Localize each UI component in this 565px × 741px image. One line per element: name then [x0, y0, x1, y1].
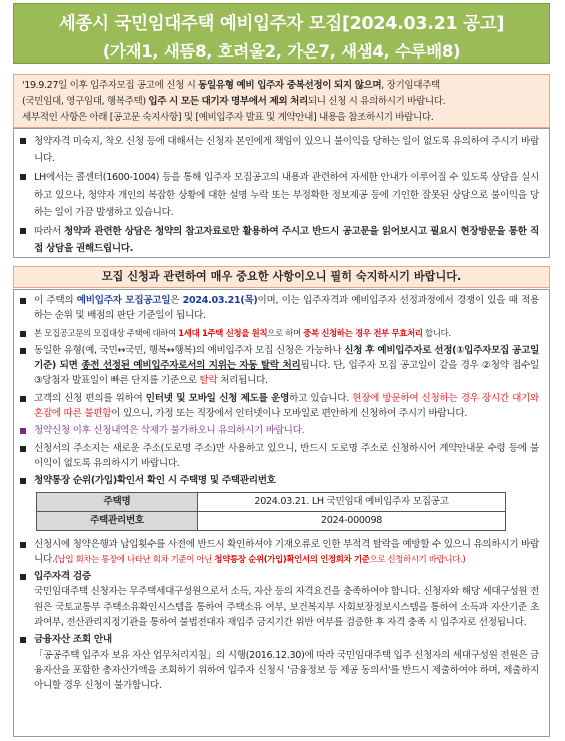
item-emphasis: 예비입주자 모집공고일 — [76, 295, 171, 306]
list-item — [20, 423, 539, 438]
bullet-icon — [20, 391, 26, 407]
item-emphasis: 신청 후 예비입주자로 선정(①입주자모집 공고일 기준) 되면 — [34, 344, 540, 372]
item-emphasis: 중복 신청하는 경우 전부 무효처리 — [303, 327, 423, 338]
list-item — [20, 473, 539, 488]
bullet-icon — [20, 169, 26, 186]
page-subtitle: (가재1, 새뜸8, 호려울2, 가온7, 새샘4, 수루배8) — [102, 42, 461, 61]
list-item — [20, 293, 539, 324]
item-text: 국민임대주택 신청자는 무주택세대구성원으로서 소득, 자산 등의 자격요건을 충족하여야 합니다. 신청자와 해당 세대구성원 전원은 국토교통부 주택소유확인시스템을 통하여 주택소유 여부, 보건복지부 사회보장정보시스템을 통하여 소득과 자산기준 초과여부, 전산관리지정기관을 통하여 불법전대자 재입주 금지기간 위반 여부를 검증한 후 자격 충족 시 입주자로 선정됩니다. — [34, 586, 539, 629]
item-emphasis: 탈락 — [199, 375, 218, 387]
table-key: 주택관리번호 — [37, 511, 198, 530]
item-text: 청약신청 이후 신청내역은 삭제가 불가하오니 유의하시기 바랍니다. — [34, 425, 305, 437]
housing-info-table — [36, 492, 506, 531]
item-emphasis: 종전 선정된 예비입주자로서의 지위는 자동 탈락 처리 — [81, 360, 301, 372]
item-text: 은 — [170, 295, 183, 306]
bullet-icon — [20, 632, 26, 648]
bullet-icon — [20, 537, 26, 553]
table-value: 2024-000098 — [198, 511, 506, 530]
item-text: 신청서의 주소지는 새로운 주소(도로명 주소)만 사용하고 있으니, 반드시 도로명 주소로 신청하시어 계약안내문 수령 등에 불이익이 없도록 유의하시기 바랍니다. — [34, 442, 539, 469]
item-text: 이며, 이는 입주자격과 예비입주자 선정과정에서 경쟁이 있을 때 적용하는 순위 및 배점의 판단 기준일이 됩니다. — [34, 295, 540, 322]
notice-text: (국민임대, 영구임대, 행복주택) — [22, 96, 149, 107]
title-banner — [13, 3, 550, 64]
item-text: 신청시에 청약은행과 납입횟수를 사전에 반드시 확인하셔야 기재오류로 인한 부적격 탈락을 예방할 수 있으니 유의하시기 바랍니다. — [34, 538, 539, 565]
list-item — [20, 169, 539, 221]
item-heading: 입주자격 검증 — [34, 571, 91, 583]
notice-text: '19.9.27일 이후 입주자모집 공고에 신청 시 — [22, 80, 199, 91]
item-text: 청약자격 미숙지, 착오 신청 등에 대해서는 신청자 본인에게 책임이 있으니 불이익을 당하는 일이 없도록 유의하여 주시기 바랍니다. — [34, 136, 539, 165]
list-item — [20, 133, 539, 167]
notice-emphasis: 동일유형 예비 입주자 중복선정이 되지 않으며 — [198, 80, 382, 91]
item-text: 처리됩니다. — [217, 375, 268, 387]
item-heading: 금융자산 조회 안내 — [34, 634, 112, 646]
list-item — [20, 343, 539, 389]
consultation-warning-box — [13, 128, 550, 258]
list-item — [20, 326, 539, 341]
table-row — [37, 492, 506, 511]
item-emphasis: 으로 신청하시기 바랍니다.) — [369, 553, 466, 564]
list-item — [20, 632, 539, 693]
item-text: 이 있으니, 가정 또는 직장에서 인터넷이나 모바일로 편안하게 신청하여 주시기 바랍니다. — [111, 408, 468, 420]
item-emphasis: 청약통장 순위(가입)확인서의 인정회차 기준 — [214, 553, 370, 564]
important-notes-box — [13, 289, 550, 737]
item-text: 「공공주택 입주자 보유 자산 업무처리지침」의 시행(2016.12.30)에 따라 국민임대주택 입주 신청자의 세대구성원 전원은 금융자산을 포함한 총자산가액을 조회하기 위하여 입주자 신청시 '금융정보 등 제공 동의서'를 반드시 제출하여야 하며, 제출하지 아니할 경우 신청이 불가합니다. — [34, 649, 539, 692]
item-text: 동일한 유형(예, 국민↔국민, 행복↔행복)의 예비입주자 모집 신청은 가능하나 — [34, 344, 345, 356]
bullet-icon — [20, 326, 26, 342]
bullet-icon — [20, 569, 26, 585]
bullet-icon — [20, 473, 26, 489]
bullet-icon — [20, 423, 26, 439]
bullet-icon — [20, 223, 26, 240]
bullet-icon — [20, 441, 26, 457]
item-text: LH에서는 콜센터(1600-1004) 등을 통해 입주자 모집공고의 내용과 관련하여 자세한 안내가 이루어질 수 있도록 상담을 실시하고 있으나, 청약자 개인의 복잡한 상황에 대한 설명 누락 또는 부정확한 정보제공 등에 기인한 잘못된 상담으로 불이익을 당하는 일이 가끔 발생하고 있습니다. — [34, 172, 539, 218]
section-header: 모집 신청과 관련하여 매우 중요한 사항이오니 필히 숙지하시기 바랍니다. — [13, 266, 550, 288]
bullet-icon — [20, 343, 26, 359]
list-item — [20, 569, 539, 630]
item-text: 이 주택의 — [34, 295, 77, 306]
notice-emphasis: 입주 시 모든 대기자 명부에서 제외 처리 — [148, 96, 308, 107]
item-text: 따라서 — [34, 226, 65, 238]
item-emphasis: 1세대 1주택 신청을 원칙 — [178, 327, 268, 338]
table-key: 주택명 — [37, 492, 198, 511]
list-item — [20, 391, 539, 422]
item-heading: 청약통장 순위(가입)확인서 확인 시 주택명 및 주택관리번호 — [34, 475, 276, 487]
table-value: 2024.03.21. LH 국민임대 예비입주자 모집공고 — [198, 492, 506, 511]
item-text: 됩니다. 단, 입주자 모집 공고일이 같을 경우 ②청약 접수일 ③당첨자 발표일이 빠른 단지를 기준으로 — [34, 360, 539, 387]
list-item — [20, 223, 539, 257]
duplicate-notice-box — [13, 74, 550, 128]
item-emphasis: 청약과 관련한 상담은 청약의 참고자료로만 활용하여 주시고 반드시 공고문을 읽어보시고 필요시 현장방문을 통한 직접 상담을 권해드립니다. — [34, 226, 540, 255]
notice-text: 되니 신청 시 유의하시기 바랍니다. — [307, 96, 446, 107]
table-row — [37, 511, 506, 530]
list-item — [20, 537, 539, 568]
item-emphasis: (납입 회차는 통장에 나타난 회차 기준이 아닌 — [54, 553, 215, 564]
bullet-icon — [20, 293, 26, 309]
notice-text: , 장기임대주택 — [381, 80, 440, 91]
item-text: 고객의 신청 편의를 위하여 — [34, 392, 146, 404]
item-emphasis: 인터넷 및 모바일 신청 제도를 운영 — [145, 392, 290, 404]
list-item — [20, 441, 539, 472]
notice-date: 2024.03.21(목) — [182, 295, 258, 306]
item-emphasis: 현장에 방문하여 신청하는 경우 장시간 대기와 혼잡에 따른 불편함 — [34, 392, 539, 420]
item-text: 으로 하며 — [267, 327, 304, 338]
page-title: 세종시 국민임대주택 예비입주자 모집[2024.03.21 공고] — [58, 14, 505, 34]
notice-reference-text: 세부적인 사항은 아래 [공고문 숙지사항] 및 [예비입주자 발표 및 계약안내] 내용을 참조하시기 바랍니다. — [22, 112, 434, 123]
item-text: 합니다. — [422, 327, 451, 338]
item-text: 하고 있습니다. — [289, 392, 353, 404]
bullet-icon — [20, 133, 26, 150]
item-text: 본 모집공고문의 모집대상 주택에 대하여 — [34, 327, 179, 338]
